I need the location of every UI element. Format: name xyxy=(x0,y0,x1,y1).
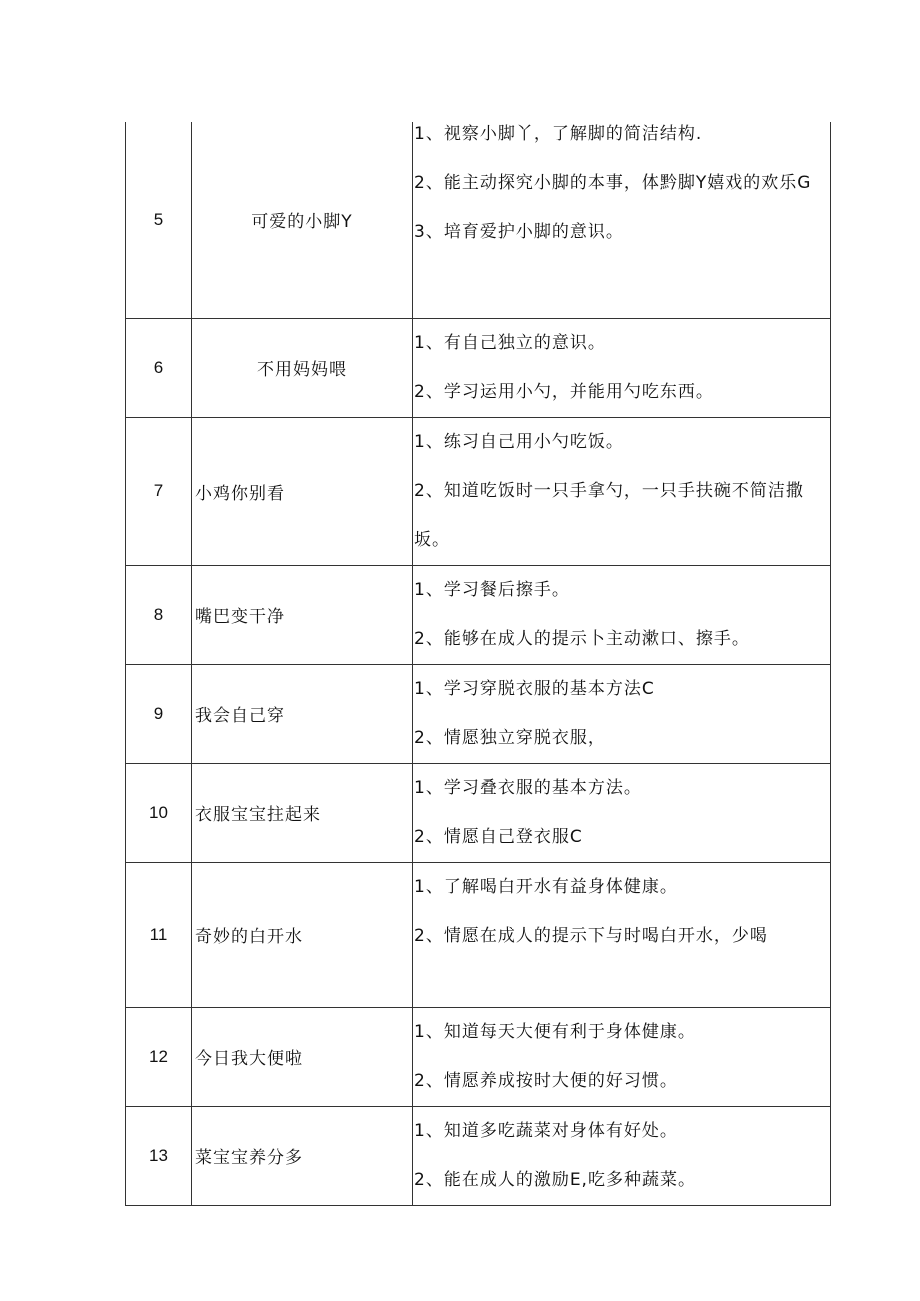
lesson-title: 今日我大便啦 xyxy=(192,1007,413,1106)
goal-item: 1、知道每天大便有利于身体健康。 xyxy=(414,1021,696,1042)
table-row xyxy=(126,862,831,1007)
goal-item: 2、能够在成人的提示卜主动漱口、擦手。 xyxy=(414,628,750,649)
lesson-number: 13 xyxy=(126,1106,192,1205)
goal-item: 2、情愿养成按时大便的好习惯。 xyxy=(414,1070,678,1091)
lesson-table xyxy=(125,122,831,1206)
lesson-goals xyxy=(413,122,831,318)
goal-item: 2、知道吃饭时一只手拿勺，一只手扶碗不简洁撒坂。 xyxy=(414,480,804,550)
table-row xyxy=(126,1007,831,1106)
lesson-title: 小鸡你别看 xyxy=(192,417,413,565)
goal-item: 1、有自己独立的意识。 xyxy=(414,332,606,353)
lesson-title: 嘴巴变干净 xyxy=(192,565,413,664)
table-row xyxy=(126,1106,831,1205)
table-row xyxy=(126,122,831,318)
lesson-title: 可爱的小脚Y xyxy=(192,122,413,318)
lesson-number: 9 xyxy=(126,664,192,763)
lesson-goals xyxy=(413,862,831,1007)
lesson-title: 奇妙的白开水 xyxy=(192,862,413,1007)
table-row xyxy=(126,664,831,763)
goal-item: 2、情愿独立穿脱衣服， xyxy=(414,727,606,748)
goal-item: 2、情愿自己登衣服C xyxy=(414,826,583,847)
lesson-title: 菜宝宝养分多 xyxy=(192,1106,413,1205)
table-row xyxy=(126,763,831,862)
lesson-goals xyxy=(413,417,831,565)
goal-item: 2、能主动探究小脚的本事，体黔脚Y嬉戏的欢乐G xyxy=(414,173,812,193)
lesson-goals xyxy=(413,763,831,862)
table-row xyxy=(126,318,831,417)
lesson-goals xyxy=(413,1007,831,1106)
lesson-number: 7 xyxy=(126,417,192,565)
goal-item: 1、学习叠衣服的基本方法。 xyxy=(414,777,642,798)
lesson-number: 11 xyxy=(126,862,192,1007)
lesson-title: 衣服宝宝拄起来 xyxy=(192,763,413,862)
lesson-goals xyxy=(413,565,831,664)
goal-item: 1、视察小脚丫，了解脚的简洁结构. xyxy=(414,124,703,144)
lesson-number: 8 xyxy=(126,565,192,664)
goal-item: 1、学习穿脱衣服的基本方法C xyxy=(414,678,655,699)
goal-item: 1、练习自己用小勺吃饭。 xyxy=(414,431,624,452)
lesson-goals xyxy=(413,1106,831,1205)
goal-item: 2、学习运用小勺，并能用勺吃东西。 xyxy=(414,381,714,402)
lesson-number: 6 xyxy=(126,318,192,417)
lesson-goals xyxy=(413,664,831,763)
goal-item: 2、情愿在成人的提示下与时喝白开水，少喝 xyxy=(414,925,768,946)
goal-item: 1、了解喝白开水有益身体健康。 xyxy=(414,876,678,897)
table-row xyxy=(126,417,831,565)
goal-item: 2、能在成人的激励E,吃多种蔬菜。 xyxy=(414,1169,696,1190)
goal-item: 1、学习餐后擦手。 xyxy=(414,579,570,600)
lesson-title: 我会自己穿 xyxy=(192,664,413,763)
lesson-number: 5 xyxy=(126,122,192,318)
goal-item: 3、培育爱护小脚的意识。 xyxy=(414,222,624,242)
table-row xyxy=(126,565,831,664)
lesson-number: 10 xyxy=(126,763,192,862)
lesson-title: 不用妈妈喂 xyxy=(192,318,413,417)
lesson-number: 12 xyxy=(126,1007,192,1106)
goal-item: 1、知道多吃蔬菜对身体有好处。 xyxy=(414,1120,678,1141)
lesson-goals xyxy=(413,318,831,417)
